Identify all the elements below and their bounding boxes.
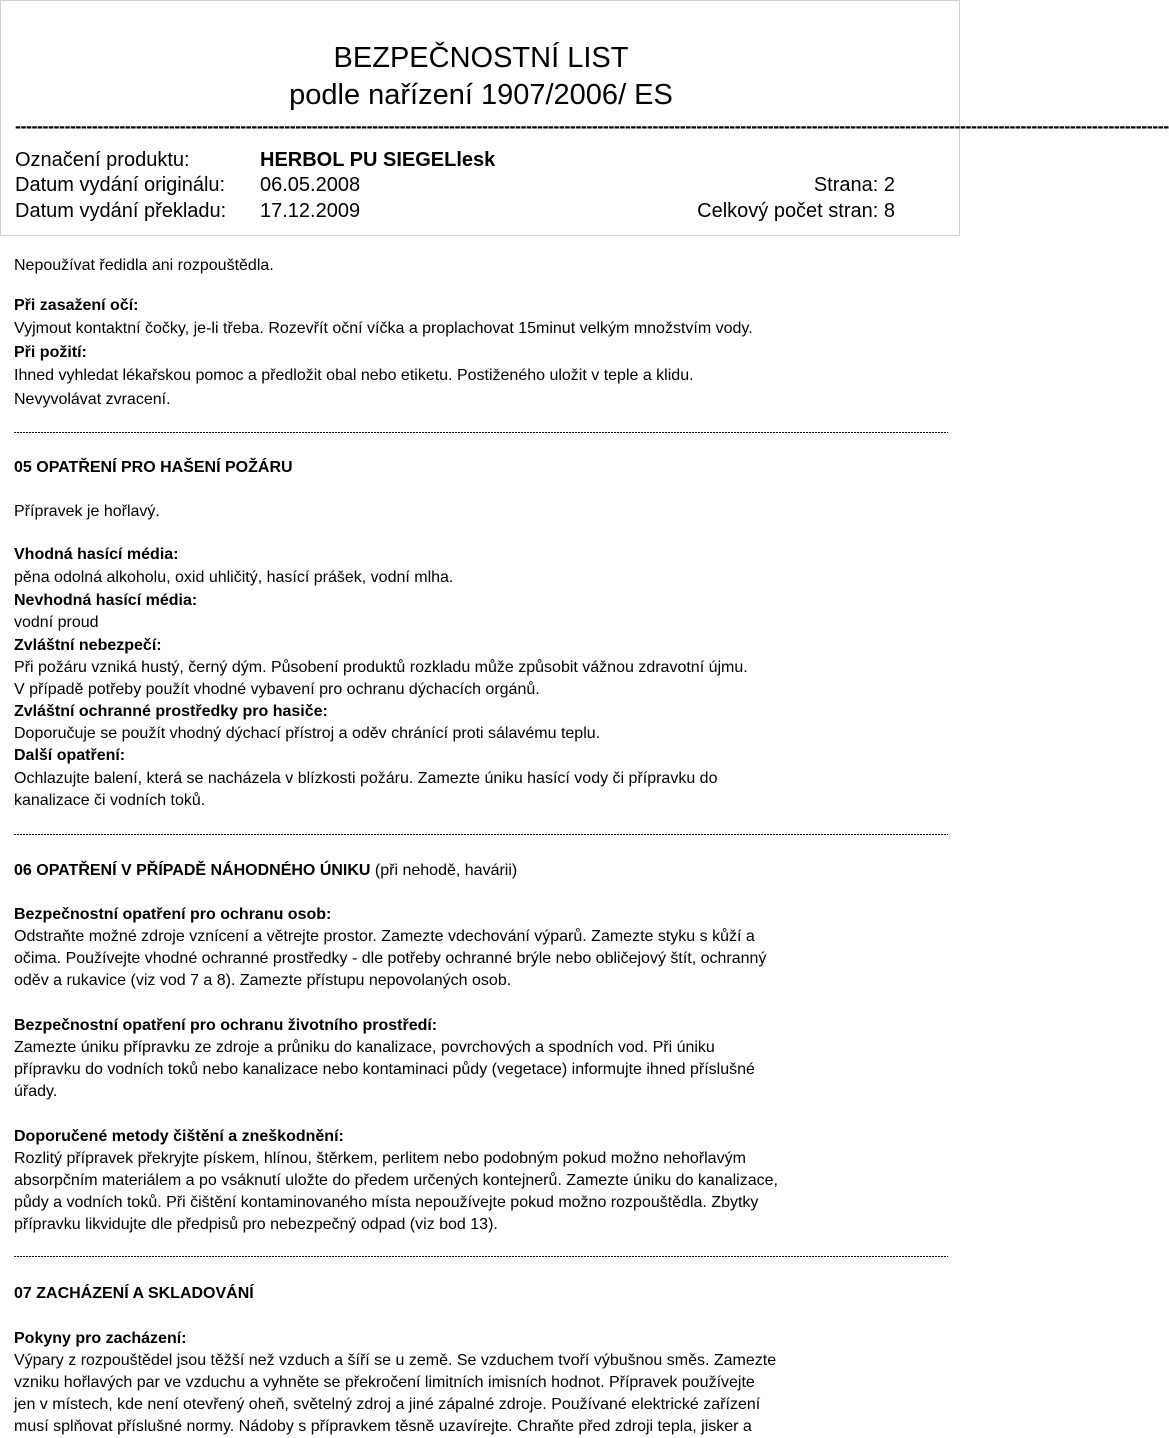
paragraph-line: úřady. bbox=[14, 1083, 58, 1100]
subheading: Bezpečnostní opatření pro ochranu osob: bbox=[14, 906, 332, 923]
product-label: Označení produktu: bbox=[15, 149, 190, 171]
paragraph-line: pěna odolná alkoholu, oxid uhličitý, hasící prášek, vodní mlha. bbox=[14, 569, 454, 586]
product-name: HERBOL PU SIEGELlesk bbox=[260, 149, 496, 171]
section-05-heading: 05 OPATŘENÍ PRO HAŠENÍ POŽÁRU bbox=[14, 459, 293, 476]
paragraph-line: přípravku likvidujte dle předpisů pro nebezpečný odpad (viz bod 13). bbox=[14, 1216, 498, 1233]
section-07-heading: 07 ZACHÁZENÍ A SKLADOVÁNÍ bbox=[14, 1285, 254, 1302]
page-number: Strana: 2 bbox=[813, 174, 895, 196]
section-separator bbox=[14, 1256, 948, 1257]
subheading: Zvláštní ochranné prostředky pro hasiče: bbox=[14, 703, 328, 720]
paragraph-line: Výpary z rozpouštědel jsou těžší než vzduch a šíří se u země. Se vzduchem tvoří výbušnou směs. Zamezte bbox=[14, 1352, 777, 1369]
document-header bbox=[0, 0, 1169, 236]
paragraph-line: očima. Používejte vhodné ochranné prostředky - dle potřeby ochranné brýle nebo obličejový štít, ochranný bbox=[14, 950, 767, 967]
paragraph-line: Odstraňte možné zdroje vznícení a větrejte prostor. Zamezte vdechování výparů. Zamezte styku s kůží a bbox=[14, 928, 755, 945]
paragraph-line: absorpčním materiálem a po vsáknutí uložte do předem určených kontejnerů. Zamezte úniku do kanalizace, bbox=[14, 1172, 778, 1189]
subheading: Doporučené metody čištění a zneškodnění: bbox=[14, 1128, 344, 1145]
paragraph-line: Ochlazujte balení, která se nacházela v blízkosti požáru. Zamezte úniku hasící vody či přípravku do bbox=[14, 770, 718, 787]
header-dash-line: ------------------------------------------------------------------------------------------------------------------------------------------------------------------------------------------------------------------ bbox=[15, 116, 1169, 136]
translation-date: 17.12.2009 bbox=[260, 200, 361, 222]
section-06-heading bbox=[14, 861, 517, 881]
total-pages: Celkový počet stran: 8 bbox=[697, 200, 895, 222]
document-subtitle: podle nařízení 1907/2006/ ES bbox=[289, 79, 673, 111]
subheading: Pokyny pro zacházení: bbox=[14, 1330, 187, 1347]
paragraph-line: Rozlitý přípravek překryjte pískem, hlínou, štěrkem, perlitem nebo podobným pokud možno nehořlavým bbox=[14, 1150, 746, 1167]
paragraph-line: jen v místech, kde není otevřený oheň, světelný zdroj a jiné zápalné zdroje. Používané elektrické zařízení bbox=[14, 1396, 761, 1413]
paragraph-line: půdy a vodních toků. Při čištění kontaminovaného místa nepoužívejte pokud možno rozpouštědla. Zbytky bbox=[14, 1194, 759, 1211]
paragraph-line: vodní proud bbox=[14, 614, 99, 631]
paragraph-line: Ihned vyhledat lékařskou pomoc a předložit obal nebo etiketu. Postiženého uložit v teple a klidu. bbox=[14, 367, 694, 384]
paragraph-line: Přípravek je hořlavý. bbox=[14, 503, 160, 520]
paragraph-line: vzniku hořlavých par ve vzduchu a vyhněte se překročení limitních imisních hodnot. Přípravek používejte bbox=[14, 1374, 755, 1391]
section-separator bbox=[14, 432, 948, 433]
original-date: 06.05.2008 bbox=[260, 174, 361, 196]
section-06-heading-bold: 06 OPATŘENÍ V PŘÍPADĚ NÁHODNÉHO ÚNIKU bbox=[14, 862, 371, 879]
translation-date-label: Datum vydání překladu: bbox=[15, 200, 227, 222]
paragraph-line: oděv a rukavice (viz vod 7 a 8). Zamezte přístupu nepovolaných osob. bbox=[14, 972, 512, 989]
paragraph-line: musí splňovat příslušné normy. Nádoby s přípravkem těsně uzavírejte. Chraňte před zdroji tepla, jisker a bbox=[14, 1418, 752, 1435]
section-06-heading-note: (při nehodě, havárii) bbox=[370, 862, 518, 879]
paragraph-line: V případě potřeby použít vhodné vybavení pro ochranu dýchacích orgánů. bbox=[14, 681, 540, 698]
original-date-label: Datum vydání originálu: bbox=[15, 174, 226, 196]
paragraph-line: Zamezte úniku přípravku ze zdroje a průniku do kanalizace, povrchových a spodních vod. Při úniku bbox=[14, 1039, 715, 1056]
subheading: Při zasažení očí: bbox=[14, 297, 139, 314]
subheading: Zvláštní nebezpečí: bbox=[14, 637, 162, 654]
subheading: Při požití: bbox=[14, 344, 87, 361]
subheading: Nevhodná hasící média: bbox=[14, 592, 198, 609]
paragraph-line: kanalizace či vodních toků. bbox=[14, 792, 206, 809]
paragraph-line: Doporučuje se použít vhodný dýchací přístroj a oděv chránící proti sálavému teplu. bbox=[14, 725, 601, 742]
paragraph-line: Vyjmout kontaktní čočky, je-li třeba. Rozevřít oční víčka a proplachovat 15minut velkým množstvím vody. bbox=[14, 320, 753, 337]
subheading: Další opatření: bbox=[14, 747, 126, 764]
paragraph-line: Při požáru vzniká hustý, černý dým. Působení produktů rozkladu může způsobit vážnou zdravotní újmu. bbox=[14, 659, 748, 676]
paragraph-line: Nepoužívat ředidla ani rozpouštědla. bbox=[14, 257, 274, 274]
paragraph-line: Nevyvolávat zvracení. bbox=[14, 391, 171, 408]
paragraph-line: přípravku do vodních toků nebo kanalizace nebo kontaminaci půdy (vegetace) informujte ihned příslušné bbox=[14, 1061, 755, 1078]
document-title: BEZPEČNOSTNÍ LIST bbox=[333, 42, 629, 74]
section-separator bbox=[14, 834, 948, 835]
subheading: Bezpečnostní opatření pro ochranu životního prostředí: bbox=[14, 1017, 438, 1034]
subheading: Vhodná hasící média: bbox=[14, 546, 179, 563]
